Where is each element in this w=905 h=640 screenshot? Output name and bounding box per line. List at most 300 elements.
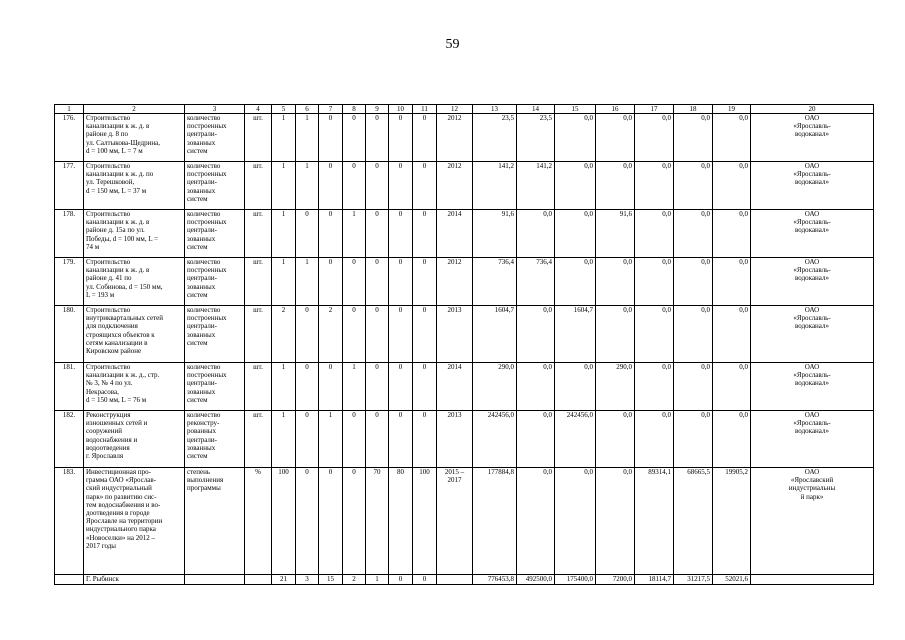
executor-line: «Ярославль-: [793, 371, 831, 380]
indicator-value: 0: [389, 210, 413, 258]
activity-name-line: Некрасова,: [86, 387, 119, 396]
indicator-value: 0: [389, 258, 413, 306]
unit: шт.: [245, 114, 272, 162]
funding-value: 0,0: [635, 210, 674, 258]
header-cell: 10: [389, 105, 413, 114]
indicator-value: 0: [389, 306, 413, 363]
subtotal-value: 1: [366, 575, 389, 585]
indicator-name-line: количество: [187, 306, 221, 314]
indicator-value: 2: [272, 306, 296, 363]
indicator-value: 0: [343, 306, 366, 363]
unit: шт.: [245, 306, 272, 363]
indicator-value: 0: [343, 411, 366, 468]
indicator-name-line: реконстру-: [187, 419, 220, 428]
year: [437, 114, 473, 162]
indicator-value: 0: [343, 468, 366, 575]
header-row: [55, 105, 874, 114]
activity-name: [84, 411, 185, 468]
indicator-name-line: построенных: [187, 170, 227, 179]
indicator-value: 0: [389, 411, 413, 468]
indicator-name-line: централи-: [187, 226, 217, 235]
indicator-name-line: систем: [187, 146, 208, 155]
table-row: [55, 162, 874, 210]
indicator-value: 1: [272, 162, 296, 210]
empty-cell: [437, 575, 473, 585]
funding-value: 0,0: [674, 411, 713, 468]
activity-name: [84, 210, 185, 258]
header-cell: 12: [437, 105, 473, 114]
subtotal-value: 2: [343, 575, 366, 585]
activity-name-line: доотведения в городе: [86, 509, 150, 518]
funding-value: 141,2: [473, 162, 517, 210]
activity-name: [84, 114, 185, 162]
indicator-value: 1: [272, 210, 296, 258]
executor-line: «Ярославский: [790, 476, 834, 485]
program-table: [54, 104, 874, 585]
indicator-name-line: централи-: [187, 274, 217, 283]
empty-cell: [55, 575, 84, 585]
year-line: 2012: [447, 114, 462, 122]
table-row: [55, 363, 874, 411]
indicator-value: 0: [413, 162, 437, 210]
subtotal-funding: 175400,0: [555, 575, 596, 585]
funding-value: 0,0: [555, 363, 596, 411]
year-line: 2014: [447, 363, 462, 371]
indicator-name: [185, 411, 245, 468]
activity-name-line: Строительство: [86, 114, 131, 122]
indicator-value: 0: [366, 411, 389, 468]
activity-name-line: грамма ОАО «Ярослав-: [86, 476, 157, 485]
indicator-value: 0: [296, 411, 319, 468]
funding-value: 0,0: [635, 162, 674, 210]
indicator-value: 0: [343, 114, 366, 162]
row-number: 179.: [55, 258, 84, 306]
funding-value: 0,0: [674, 306, 713, 363]
funding-value: 0,0: [555, 258, 596, 306]
activity-name-line: ул. Салтыкова-Щедрина,: [86, 138, 160, 147]
indicator-name: [185, 162, 245, 210]
indicator-name-line: степень: [187, 468, 211, 476]
activity-name-line: канализации к ж. д. в: [86, 266, 150, 275]
activity-name-line: Реконструкция: [86, 411, 131, 419]
funding-value: 0,0: [555, 114, 596, 162]
indicator-value: 80: [389, 468, 413, 575]
indicator-name-line: количество: [187, 162, 221, 170]
funding-value: 0,0: [596, 162, 635, 210]
indicator-name-line: построенных: [187, 218, 227, 227]
activity-name-line: внутриквартальных сетей: [86, 314, 163, 323]
funding-value: 89314,1: [635, 468, 674, 575]
executor-line: водоканал»: [795, 427, 829, 436]
funding-value: 0,0: [517, 306, 555, 363]
executor-line: водоканал»: [795, 226, 829, 235]
activity-name: [84, 363, 185, 411]
activity-name-line: № 3, № 4 по ул.: [86, 379, 133, 388]
activity-name-line: г. Ярославля: [86, 452, 124, 461]
executor-line: ОАО: [804, 363, 820, 371]
empty-cell: [185, 575, 245, 585]
executor-line: ОАО: [804, 258, 820, 266]
unit: шт.: [245, 363, 272, 411]
activity-name: [84, 258, 185, 306]
funding-value: 0,0: [713, 363, 751, 411]
indicator-value: 0: [413, 363, 437, 411]
activity-name-line: Строительство: [86, 258, 131, 266]
header-cell: 18: [674, 105, 713, 114]
funding-value: 0,0: [517, 210, 555, 258]
indicator-value: 0: [366, 210, 389, 258]
indicator-name-line: систем: [187, 338, 208, 347]
executor-line: индустриальны: [788, 484, 836, 493]
funding-value: 0,0: [635, 411, 674, 468]
funding-value: 0,0: [713, 258, 751, 306]
unit: шт.: [245, 210, 272, 258]
funding-value: 242456,0: [473, 411, 517, 468]
activity-name-line: для подключения: [86, 322, 138, 331]
executor-line: «Ярославль-: [793, 218, 831, 227]
indicator-name-line: систем: [187, 242, 208, 251]
indicator-name-line: построенных: [187, 122, 227, 131]
executor-line: водоканал»: [795, 379, 829, 388]
header-cell: 9: [366, 105, 389, 114]
table-row: [55, 114, 874, 162]
indicator-value: 1: [343, 363, 366, 411]
indicator-value: 0: [413, 258, 437, 306]
executor: [751, 411, 874, 468]
year-line: 2012: [447, 258, 462, 266]
funding-value: 0,0: [635, 363, 674, 411]
activity-name: [84, 162, 185, 210]
indicator-value: 1: [319, 411, 343, 468]
indicator-name-line: зованных: [187, 138, 216, 147]
indicator-name-line: систем: [187, 452, 208, 461]
indicator-name-line: количество: [187, 411, 221, 419]
funding-value: 0,0: [674, 162, 713, 210]
indicator-value: 1: [272, 411, 296, 468]
funding-value: 736,4: [473, 258, 517, 306]
indicator-value: 0: [319, 162, 343, 210]
header-cell: 8: [343, 105, 366, 114]
year: [437, 162, 473, 210]
executor-line: «Ярославль-: [793, 170, 831, 179]
activity-name-line: водоотведения: [86, 443, 130, 452]
activity-name-line: Строительство: [86, 363, 131, 371]
executor-line: ОАО: [804, 306, 820, 314]
indicator-value: 0: [366, 114, 389, 162]
funding-value: 0,0: [713, 162, 751, 210]
activity-name-line: канализации к ж. д. в: [86, 218, 150, 227]
header-cell: 14: [517, 105, 555, 114]
executor: [751, 162, 874, 210]
activity-name-line: «Новоселки» на 2012 –: [86, 533, 156, 542]
indicator-name-line: централи-: [187, 130, 217, 139]
indicator-value: 100: [272, 468, 296, 575]
subtotal-value: 3: [296, 575, 319, 585]
indicator-value: 1: [272, 363, 296, 411]
unit: шт.: [245, 162, 272, 210]
header-cell: 4: [245, 105, 272, 114]
indicator-name-line: программы: [187, 484, 221, 493]
row-number: 178.: [55, 210, 84, 258]
year-line: 2015 –: [444, 468, 465, 476]
year: [437, 363, 473, 411]
indicator-name-line: зованных: [187, 443, 216, 452]
indicator-name-line: рованных: [187, 427, 217, 436]
header-cell: 11: [413, 105, 437, 114]
funding-value: 68665,5: [674, 468, 713, 575]
executor: [751, 210, 874, 258]
indicator-name: [185, 114, 245, 162]
activity-name-line: сооружений: [86, 427, 123, 436]
indicator-name: [185, 468, 245, 575]
funding-value: 0,0: [713, 114, 751, 162]
indicator-value: 0: [389, 162, 413, 210]
executor-line: ОАО: [804, 411, 820, 419]
indicator-value: 0: [319, 258, 343, 306]
subtotal-value: 0: [389, 575, 413, 585]
indicator-value: 0: [366, 306, 389, 363]
activity-name-line: Строительство: [86, 306, 131, 314]
subtotal-value: 21: [272, 575, 296, 585]
indicator-name: [185, 258, 245, 306]
activity-name-line: изношенных сетей и: [86, 419, 148, 428]
city-name: Г. Рыбинск: [84, 575, 185, 585]
unit: %: [245, 468, 272, 575]
indicator-name-line: зованных: [187, 330, 216, 339]
funding-value: 91,6: [596, 210, 635, 258]
funding-value: 0,0: [713, 411, 751, 468]
executor: [751, 114, 874, 162]
executor-line: «Ярославль-: [793, 266, 831, 275]
funding-value: 736,4: [517, 258, 555, 306]
indicator-name-line: систем: [187, 290, 208, 299]
indicator-name-line: централи-: [187, 178, 217, 187]
header-cell: 17: [635, 105, 674, 114]
indicator-name-line: зованных: [187, 387, 216, 396]
header-cell: 7: [319, 105, 343, 114]
indicator-value: 0: [296, 363, 319, 411]
executor: [751, 306, 874, 363]
activity-name-line: тем водоснабжения и во-: [86, 500, 161, 509]
activity-name-line: Строительство: [86, 162, 131, 170]
header-cell: 16: [596, 105, 635, 114]
funding-value: 0,0: [517, 363, 555, 411]
table-row: [55, 411, 874, 468]
indicator-name: [185, 306, 245, 363]
funding-value: 0,0: [635, 258, 674, 306]
indicator-value: 0: [413, 210, 437, 258]
subtotal-funding: 52021,6: [713, 575, 751, 585]
indicator-name-line: зованных: [187, 282, 216, 291]
funding-value: 0,0: [596, 114, 635, 162]
activity-name-line: ул. Терешковой,: [86, 178, 135, 187]
indicator-name-line: централи-: [187, 435, 217, 444]
year-line: 2012: [447, 162, 462, 170]
indicator-value: 0: [319, 468, 343, 575]
row-number: 183.: [55, 468, 84, 575]
activity-name-line: d = 150 мм, L = 76 м: [86, 395, 147, 404]
funding-value: 1604,7: [555, 306, 596, 363]
executor-line: водоканал»: [795, 130, 829, 139]
indicator-name-line: систем: [187, 395, 208, 404]
header-cell: 20: [751, 105, 874, 114]
indicator-value: 0: [389, 114, 413, 162]
indicator-name-line: построенных: [187, 266, 227, 275]
indicator-value: 0: [366, 258, 389, 306]
activity-name: [84, 468, 185, 575]
funding-value: 242456,0: [555, 411, 596, 468]
activity-name-line: сетям канализации в: [86, 338, 148, 347]
unit: шт.: [245, 258, 272, 306]
row-number: 182.: [55, 411, 84, 468]
header-cell: 3: [185, 105, 245, 114]
executor-line: водоканал»: [795, 274, 829, 283]
funding-value: 0,0: [596, 306, 635, 363]
subtotal-row: [55, 575, 874, 585]
activity-name-line: районе д. 15а по ул.: [86, 226, 145, 235]
indicator-name-line: количество: [187, 363, 221, 371]
funding-value: 0,0: [674, 258, 713, 306]
funding-value: 0,0: [713, 210, 751, 258]
year-line: 2014: [447, 210, 462, 218]
year: [437, 468, 473, 575]
funding-value: 1604,7: [473, 306, 517, 363]
year-line: 2017: [447, 476, 462, 485]
funding-value: 0,0: [555, 210, 596, 258]
subtotal-funding: 776453,8: [473, 575, 517, 585]
funding-value: 0,0: [555, 162, 596, 210]
funding-value: 23,5: [473, 114, 517, 162]
indicator-name-line: централи-: [187, 379, 217, 388]
indicator-value: 1: [296, 258, 319, 306]
indicator-name-line: количество: [187, 258, 221, 266]
indicator-name-line: централи-: [187, 322, 217, 331]
indicator-value: 0: [413, 306, 437, 363]
activity-name-line: Кировском районе: [86, 347, 142, 356]
indicator-value: 0: [366, 162, 389, 210]
indicator-name-line: зованных: [187, 186, 216, 195]
empty-cell: [751, 575, 874, 585]
funding-value: 0,0: [674, 114, 713, 162]
year-line: 2013: [447, 411, 462, 419]
indicator-value: 0: [296, 468, 319, 575]
funding-value: 0,0: [635, 306, 674, 363]
subtotal-value: 0: [413, 575, 437, 585]
executor-line: водоканал»: [795, 178, 829, 187]
executor-line: й парк»: [800, 492, 824, 501]
funding-value: 23,5: [517, 114, 555, 162]
executor: [751, 468, 874, 575]
funding-value: 0,0: [596, 258, 635, 306]
activity-name-line: d = 100 мм, L = 7 м: [86, 146, 143, 155]
row-number: 176.: [55, 114, 84, 162]
activity-name: [84, 306, 185, 363]
executor: [751, 363, 874, 411]
indicator-name: [185, 363, 245, 411]
activity-name-line: L = 193 м: [86, 290, 115, 299]
activity-name-line: 2017 годы: [86, 541, 117, 550]
indicator-value: 0: [366, 363, 389, 411]
activity-name-line: канализации к ж. д. в: [86, 122, 150, 131]
activity-name-line: Ярославле на территории: [86, 517, 163, 526]
funding-value: 0,0: [674, 210, 713, 258]
header-cell: 13: [473, 105, 517, 114]
funding-value: 290,0: [473, 363, 517, 411]
subtotal-value: 15: [319, 575, 343, 585]
subtotal-funding: 492500,0: [517, 575, 555, 585]
indicator-name-line: систем: [187, 194, 208, 203]
header-cell: 6: [296, 105, 319, 114]
funding-value: 141,2: [517, 162, 555, 210]
activity-name-line: Победы, d = 100 мм, L =: [86, 234, 159, 243]
indicator-name-line: количество: [187, 210, 221, 218]
activity-name-line: районе д. 41 по: [86, 274, 132, 283]
activity-name-line: d = 150 мм, L = 37 м: [86, 186, 147, 195]
indicator-value: 0: [413, 114, 437, 162]
indicator-name-line: построенных: [187, 314, 227, 323]
funding-value: 91,6: [473, 210, 517, 258]
executor-line: ОАО: [804, 468, 820, 476]
indicator-value: 70: [366, 468, 389, 575]
header-cell: 1: [55, 105, 84, 114]
row-number: 181.: [55, 363, 84, 411]
year-line: 2013: [447, 306, 462, 314]
executor-line: «Ярославль-: [793, 314, 831, 323]
executor-line: ОАО: [804, 162, 820, 170]
executor-line: «Ярославль-: [793, 122, 831, 131]
indicator-name-line: построенных: [187, 371, 227, 380]
indicator-value: 0: [319, 114, 343, 162]
subtotal-funding: 7200,0: [596, 575, 635, 585]
indicator-value: 2: [319, 306, 343, 363]
indicator-value: 1: [272, 114, 296, 162]
activity-name-line: индустриального парка: [86, 525, 156, 534]
subtotal-funding: 18114,7: [635, 575, 674, 585]
funding-value: 0,0: [713, 306, 751, 363]
unit: шт.: [245, 411, 272, 468]
activity-name-line: районе д. 8 по: [86, 130, 129, 139]
page-number: 59: [445, 37, 460, 52]
year: [437, 411, 473, 468]
indicator-value: 0: [343, 258, 366, 306]
indicator-value: 0: [319, 210, 343, 258]
indicator-value: 0: [296, 306, 319, 363]
funding-value: 19905,2: [713, 468, 751, 575]
indicator-value: 1: [296, 162, 319, 210]
executor-line: ОАО: [804, 210, 820, 218]
year: [437, 306, 473, 363]
row-number: 177.: [55, 162, 84, 210]
indicator-name: [185, 210, 245, 258]
row-number: 180.: [55, 306, 84, 363]
indicator-name-line: количество: [187, 114, 221, 122]
activity-name-line: парк» по развитию сис-: [86, 492, 157, 501]
table-row: [55, 468, 874, 575]
activity-name-line: 74 м: [86, 242, 100, 251]
indicator-value: 0: [319, 363, 343, 411]
indicator-value: 0: [343, 162, 366, 210]
header-cell: 2: [84, 105, 185, 114]
indicator-name-line: выполнения: [187, 476, 224, 485]
activity-name-line: строящихся объектов к: [86, 330, 155, 339]
header-cell: 5: [272, 105, 296, 114]
executor-line: водоканал»: [795, 322, 829, 331]
activity-name-line: канализации к ж. д., стр.: [86, 371, 160, 380]
funding-value: 0,0: [674, 363, 713, 411]
executor: [751, 258, 874, 306]
table-row: [55, 258, 874, 306]
activity-name-line: канализации к ж. д. по: [86, 170, 154, 179]
